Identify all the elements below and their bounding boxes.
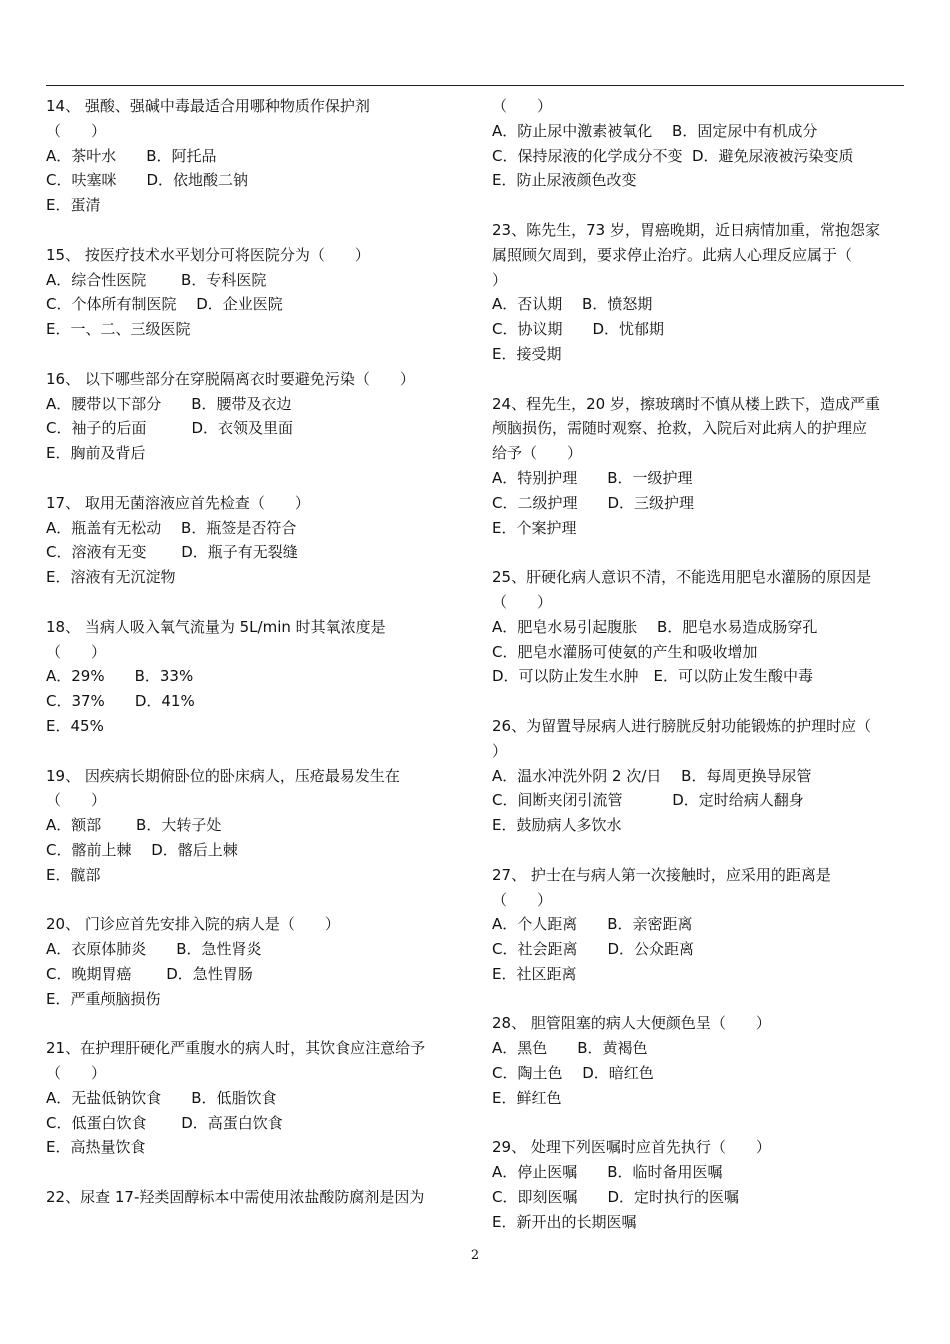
question-line: A．个人距离 B．亲密距离	[492, 915, 693, 934]
question-stem: 15、 按医疗技术水平划分可将医院分为（ ）	[46, 245, 370, 264]
question-line: A．无盐低钠饮食 B．低脂饮食	[46, 1088, 277, 1107]
question-block	[492, 565, 906, 689]
question-line: ）	[492, 741, 508, 760]
question-line: A．29% B．33%	[46, 667, 194, 686]
question-line: C．低蛋白饮食 D．高蛋白饮食	[46, 1113, 283, 1132]
question-stem: 16、 以下哪些部分在穿脱隔离衣时要避免污染（ ）	[46, 369, 415, 388]
question-line: （ ）	[46, 1064, 107, 1083]
question-block	[46, 94, 460, 218]
question-stem: 21、在护理肝硬化严重腹水的病人时，其饮食应注意给予	[46, 1039, 426, 1058]
question-line: E．鼓励病人多饮水	[492, 816, 622, 835]
question-line: C．间断夹闭引流管 D．定时给病人翻身	[492, 791, 804, 810]
question-line: A．衣原体肺炎 B．急性肾炎	[46, 940, 262, 959]
question-block	[46, 491, 460, 590]
question-block	[492, 392, 906, 541]
question-block	[46, 367, 460, 466]
question-block	[46, 1036, 460, 1160]
question-stem: 24、程先生，20 岁，擦玻璃时不慎从楼上跌下，造成严重	[492, 394, 880, 413]
question-stem: 29、 处理下列医嘱时应首先执行（ ）	[492, 1138, 771, 1157]
question-stem: 20、 门诊应首先安排入院的病人是（ ）	[46, 915, 340, 934]
question-block	[492, 218, 906, 367]
question-line: （ ）	[492, 592, 553, 611]
question-block	[46, 1185, 460, 1210]
question-line: C．个体所有制医院 D．企业医院	[46, 295, 283, 314]
page-number: 2	[470, 1248, 480, 1263]
question-line: D．可以防止发生水肿 E．可以防止发生酸中毒	[492, 667, 814, 686]
question-line: E．45%	[46, 716, 104, 735]
question-block	[46, 764, 460, 888]
question-line: E．严重颅脑损伤	[46, 989, 161, 1008]
question-line: 属照顾欠周到，要求停止治疗。此病人心理反应属于（	[492, 245, 853, 264]
question-line: ）	[492, 270, 508, 289]
question-line: C．即刻医嘱 D．定时执行的医嘱	[492, 1188, 740, 1207]
question-line: C．社会距离 D．公众距离	[492, 940, 695, 959]
question-line: （ ）	[492, 97, 553, 115]
question-block	[46, 912, 460, 1011]
question-line: A．腰带以下部分 B．腰带及衣边	[46, 394, 292, 413]
question-line: C．肥皂水灌肠可使氨的产生和吸收增加	[492, 642, 758, 661]
question-line: C．保持尿液的化学成分不变 D．避免尿液被污染变质	[492, 146, 854, 165]
question-line: E．蛋清	[46, 196, 101, 215]
question-line: A．防止尿中激素被氧化 B．固定尿中有机成分	[492, 121, 818, 140]
question-block	[46, 615, 460, 739]
question-line: A．额部 B．大转子处	[46, 816, 222, 835]
question-line: （ ）	[492, 890, 553, 909]
left-column	[46, 94, 460, 1235]
question-line: C．协议期 D．忧郁期	[492, 320, 665, 339]
question-line: A．停止医嘱 B．临时备用医嘱	[492, 1163, 723, 1182]
question-line: E．接受期	[492, 344, 562, 363]
question-stem: 25、肝硬化病人意识不清，不能选用肥皂水灌肠的原因是	[492, 568, 872, 587]
question-stem: 23、陈先生，73 岁，胃癌晚期，近日病情加重，常抱怨家	[492, 220, 880, 239]
question-line: E．新开出的长期医嘱	[492, 1212, 637, 1231]
question-line: E．高热量饮食	[46, 1138, 146, 1157]
question-line: （ ）	[46, 121, 107, 140]
question-line: A．茶叶水 B．阿托品	[46, 146, 217, 165]
question-stem: 14、 强酸、强碱中毒最适合用哪种物质作保护剂	[46, 97, 370, 115]
question-stem: 19、 因疾病长期俯卧位的卧床病人，压疮最易发生在	[46, 766, 400, 785]
question-line: E．一、二、三级医院	[46, 320, 191, 339]
question-line: E．鲜红色	[492, 1088, 562, 1107]
question-line: E．社区距离	[492, 964, 577, 983]
question-line: C．髂前上棘 D．髂后上棘	[46, 840, 238, 859]
question-stem: 27、 护士在与病人第一次接触时，应采用的距离是	[492, 865, 831, 884]
question-block	[492, 1011, 906, 1110]
question-line: A．特别护理 B．一级护理	[492, 468, 693, 487]
question-line: （ ）	[46, 791, 107, 810]
question-stem: 28、 胆管阻塞的病人大便颜色呈（ ）	[492, 1014, 771, 1033]
question-line: C．晚期胃癌 D．急性胃肠	[46, 964, 253, 983]
question-block	[492, 863, 906, 987]
question-block	[492, 714, 906, 838]
question-line: E．防止尿液颜色改变	[492, 171, 637, 190]
question-line: C．袖子的后面 D．衣领及里面	[46, 419, 294, 438]
question-line: C．呋塞咪 D．依地酸二钠	[46, 171, 249, 190]
question-line: E．个案护理	[492, 518, 577, 537]
question-block	[492, 1135, 906, 1234]
question-line: C．37% D．41%	[46, 692, 195, 711]
question-line: C．二级护理 D．三级护理	[492, 493, 695, 512]
question-line: 颅脑损伤，需随时观察、抢救，入院后对此病人的护理应	[492, 419, 868, 438]
question-line: E．胸前及背后	[46, 444, 146, 463]
question-block	[492, 94, 906, 193]
question-line: A．黑色 B．黄褐色	[492, 1039, 648, 1058]
header-rule	[46, 85, 904, 86]
question-line: E．髋部	[46, 865, 101, 884]
right-column	[492, 94, 906, 1259]
question-line: 给予（ ）	[492, 444, 583, 463]
question-stem: 18、 当病人吸入氧气流量为 5L/min 时其氧浓度是	[46, 617, 386, 636]
question-line: C．溶液有无变 D．瓶子有无裂缝	[46, 543, 298, 562]
question-line: A．温水冲洗外阴 2 次/日 B．每周更换导尿管	[492, 766, 812, 785]
question-line: A．瓶盖有无松动 B．瓶签是否符合	[46, 518, 297, 537]
question-stem: 17、 取用无菌溶液应首先检查（ ）	[46, 493, 310, 512]
question-stem: 22、尿查 17-羟类固醇标本中需使用浓盐酸防腐剂是因为	[46, 1188, 425, 1207]
question-block	[46, 243, 460, 342]
question-line: A．肥皂水易引起腹胀 B．肥皂水易造成肠穿孔	[492, 617, 818, 636]
question-line: A．否认期 B．愤怒期	[492, 295, 653, 314]
question-line: （ ）	[46, 642, 107, 661]
question-line: E．溶液有无沉淀物	[46, 568, 176, 587]
question-line: C．陶土色 D．暗红色	[492, 1064, 654, 1083]
question-stem: 26、为留置导尿病人进行膀胱反射功能锻炼的护理时应（	[492, 716, 872, 735]
question-line: A．综合性医院 B．专科医院	[46, 270, 267, 289]
